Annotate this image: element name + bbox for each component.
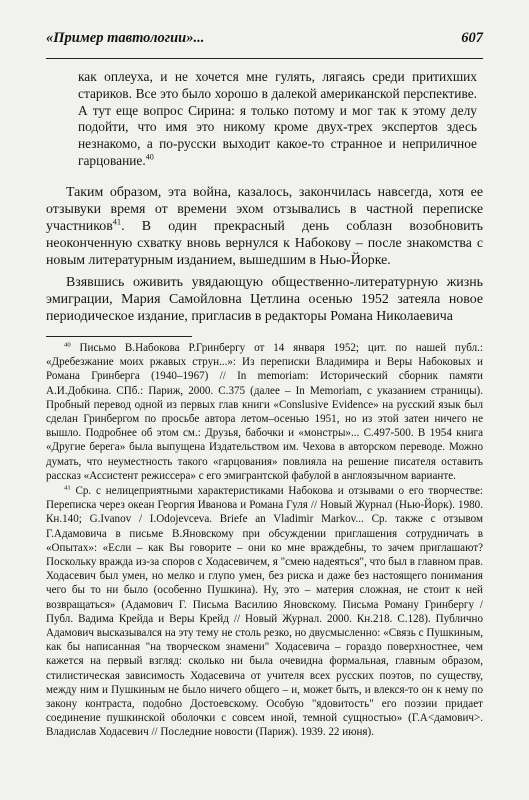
footnotes (46, 341, 483, 740)
footnote-40 (46, 341, 483, 483)
block-quote (78, 69, 477, 170)
footnote-text: Ср. с нелицеприятными характеристиками Набокова и отзывами о его творчестве: Переписка через океан Георгия Иванова и Романа Гуля // Новый Журнал (Нью-Йорк). 1980. Кн.140; G.Ivanov / I.Odojevceva. Briefe an Vladimir Markov... Ср. также с отзывом Г.Адамовича в письме В.Яновскому при обсуждении приглашения сотрудничать в «Опытах»: «Если – как Вы говорите – они ко мне враждебны, то зачем приглашают? Поскольку вражда из-за споров с Ходасевичем, я "смею надеяться", что был в главном прав. Ходасевич был умен, но мелко и глупо умен, без риска и даже без настоящего понимания чего бы то ни было (особенно Пушкина). Ну, это – материя сложная, не стоит к ней возвращаться» (Адамович Г. Письма Василию Яновскому. Письма Роману Гринбергу / Публ. Вадима Крейда и Веры Крейд // Новый Журнал. 2000. Кн.218. С.128). Публично Адамович высказывался на эту тему не столь резко, но двусмысленно: «Связь с Пушкиным, как бы написанная "на творческом знамени" Ходасевича – гораздо поверхностнее, чем кажется на первый взгляд: сколько ни была очевидна формальная, главным образом, стилистическая зависимость Ходасевича от учителя всех русских поэтов, по существу, между ним и Пушкиным не было ничего общего – и, может быть, и влекся-то он к нему по закону контраста, подобно Достоевскому. Особую "ядовитость" его поэзии придает соединение пушкинской оболочки с совсем иной, темной сущностью» (Г.А<дамович>. Владислав Ходасевич // Последние новости (Париж). 1939. 22 июня). (46, 485, 483, 739)
header-rule (46, 58, 483, 59)
running-head-title: «Пример тавтологии»... (46, 30, 205, 46)
footnote-ref-40[interactable]: 40 (145, 152, 154, 162)
quote-text: как оплеуха, и не хочется мне гулять, лягаясь среди притихших стариков. Все это было хорошо в далекой американской перспективе. А тут еще вопрос Сирина: я только потому и мог так к этому делу подойти, что имя это никому кроме двух-трех экспертов здесь незнакомо, а по-русски выходит какое-то странное и неприличное гарцование. (78, 69, 477, 168)
footnote-ref-41[interactable]: 41 (112, 217, 122, 227)
paragraph-1 (46, 184, 483, 269)
paragraph-1-part-a: Таким образом, эта война, казалось, закончилась навсегда, хотя ее отзывуки время от времени эхом отзывались в частной переписке участников (46, 185, 483, 234)
body-text (46, 184, 483, 325)
footnote-text: Письмо В.Набокова Р.Гринбергу от 14 января 1952; цит. по нашей публ.: «Дребезжание моих ржавых струн...»: Из переписки Владимира и Веры Набоковых и Романа Гринберга (1940–1967) // In memoriam: Исторический сборник памяти А.И.Добкина. СПб.: Париж, 2000. С.375 (далее – In Memoriam, с указанием страницы). Пробный перевод одной из первых глав книги «Conslusive Evidence» на русский язык был сделан Гринбергом по просьбе автора летом–осенью 1951, но из этой затеи ничего не вышло. Подробнее об этом см.: Друзья, бабочки и «монстры»... С.497-500. В 1954 книга «Другие берега» была выпущена Издательством им. Чехова в авторском переводе. Можно думать, что неуместность такого «гарцования» повлияла на решение писателя оставить рассказ «Ассистент режиссера» с его эмигрантской фабулой в англоязычном варианте. (46, 342, 483, 482)
footnote-41 (46, 484, 483, 740)
footnote-number: 41 (64, 484, 71, 492)
page-number: 607 (461, 30, 483, 46)
paragraph-1-part-b: . В один прекрасный день соблазн возобновить неоконченную схватку вновь вернулся к Набокову – после знакомства с новым литературным изданием, вышедшим в Нью-Йорке. (46, 219, 483, 268)
footnote-separator (46, 336, 192, 337)
paragraph-2: Взявшись оживить увядающую общественно-литературную жизнь эмиграции, Мария Самойловна Цетлина осенью 1952 затеяла новое периодическое издание, пригласив в редакторы Романа Николаевича (46, 275, 483, 324)
running-head (46, 30, 483, 50)
footnote-number: 40 (64, 341, 71, 349)
